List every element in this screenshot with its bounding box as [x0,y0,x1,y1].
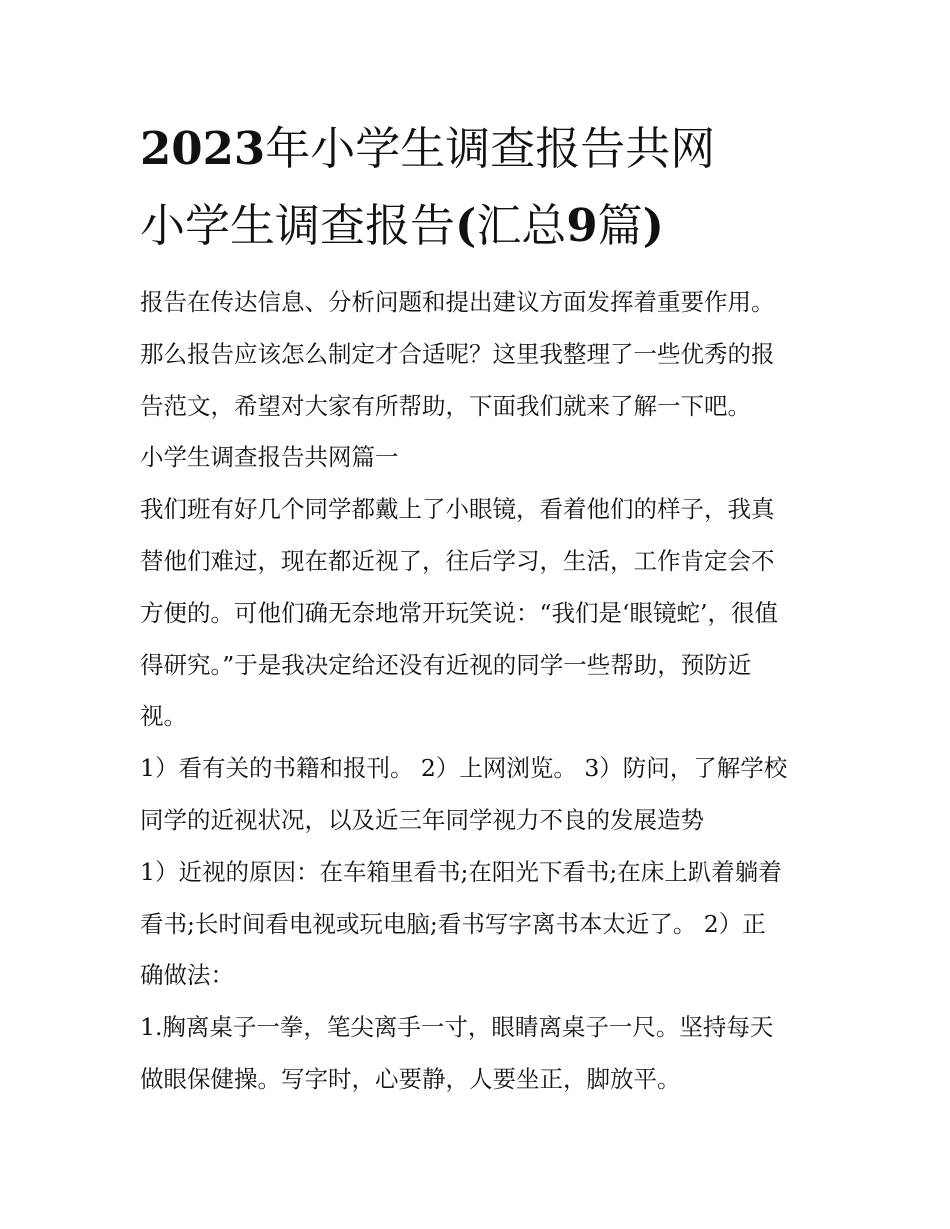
document-title-line-1 [140,119,840,179]
title-close-paren: ) [642,199,664,252]
body-line: 替他们难过，现在都近视了，往后学习，生活，工作肯定会不 [140,546,775,575]
title-line-1-text: 年小学生调查报告共网 [265,122,716,175]
body-line: 做眼保健操。写字时，心要静，人要坐正，脚放平。 [140,1064,681,1093]
body-line: 确做法： [140,961,234,990]
title-line-2-text-a: 小学生调查报告 [140,199,456,252]
title-line-2-text-e: 篇 [597,199,643,252]
title-year: 2023 [140,122,266,175]
title-open-paren: ( [455,199,477,252]
body-line: 得研究。”于是我决定给还没有近视的同学一些帮助，预防近 [140,650,752,679]
body-line: 我们班有好几个同学都戴上了小眼镜，看着他们的样子，我真 [140,495,775,524]
body-line: 视。 [140,702,187,731]
body-line: 1）看有关的书籍和报刊。 2）上网浏览。 3）防问，了解学校 [140,754,788,783]
document-title-line-2 [140,196,840,256]
body-line: 同学的近视状况，以及近三年同学视力不良的发展造势 [140,805,704,834]
body-line: 方便的。可他们确无奈地常开玩笑说：“我们是‘眼镜蛇’，很值 [140,598,778,627]
title-count: 9 [566,199,598,252]
body-line: 1.胸离桌子一拳，笔尖离手一寸，眼睛离桌子一尺。坚持每天 [140,1013,774,1042]
body-line: 看书;长时间看电视或玩电脑;看书写字离书本太近了。 2）正 [140,909,766,938]
document-body [140,277,820,1106]
body-line: 那么报告应该怎么制定才合适呢？这里我整理了一些优秀的报 [140,339,775,368]
section-heading: 小学生调查报告共网篇一 [140,443,399,472]
body-line: 告范文，希望对大家有所帮助，下面我们就来了解一下吧。 [140,391,751,420]
body-line: 报告在传达信息、分析问题和提出建议方面发挥着重要作用。 [140,288,775,316]
title-line-2-text-c: 汇总 [476,199,567,252]
body-line: 1）近视的原因：在车箱里看书;在阳光下看书;在床上趴着躺着 [140,857,782,886]
